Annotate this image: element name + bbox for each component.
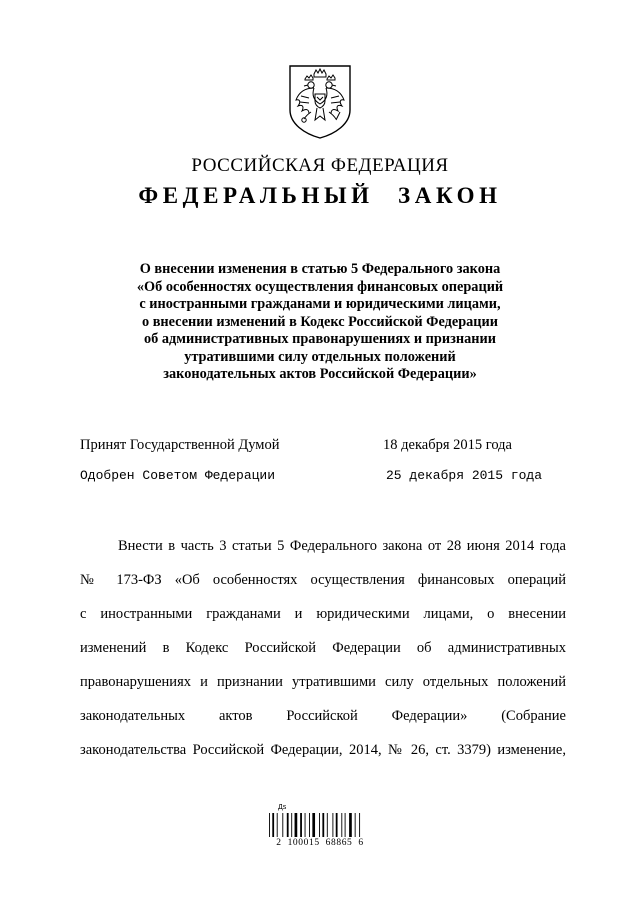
- barcode-bar: [336, 813, 338, 837]
- adopted-by-duma-date: 18 декабря 2015 года: [383, 437, 512, 453]
- barcode-bar: [277, 813, 278, 837]
- barcode-bar: [312, 813, 315, 837]
- barcode-bar: [322, 813, 324, 837]
- title-line: «Об особенностях осуществления финансовых операций: [136, 278, 504, 295]
- barcode-bar: [269, 813, 270, 837]
- barcode-bar: [305, 813, 306, 837]
- barcode-bar: [309, 813, 310, 837]
- coat-of-arms-icon: [287, 64, 353, 140]
- body-line: с иностранными гражданами и юридическими лицами, о внесении: [80, 606, 566, 622]
- barcode-bar: [355, 813, 356, 837]
- barcode-bar: [295, 813, 298, 837]
- body-line: законодательства Российской Федерации, 2014, № 26, ст. 3379) изменение,: [80, 742, 566, 758]
- body-line: законодательных актов Российской Федерации» (Собрание: [80, 708, 566, 724]
- title-line: утратившими силу отдельных положений: [184, 348, 456, 365]
- law-title: [95, 261, 545, 384]
- barcode-bar: [300, 813, 302, 837]
- approved-by-council-label: Одобрен Советом Федерации: [80, 468, 276, 483]
- country-name: РОССИЙСКАЯ ФЕДЕРАЦИЯ: [191, 155, 449, 176]
- barcode-bar: [282, 813, 283, 837]
- adopted-by-duma-label: Принят Государственной Думой: [80, 437, 280, 453]
- body-line: № 173-ФЗ «Об особенностях осуществления финансовых операций: [80, 572, 566, 588]
- document-type: ФЕДЕРАЛЬНЫЙ ЗАКОН: [138, 183, 502, 208]
- title-line: с иностранными гражданами и юридическими лицами,: [139, 296, 501, 312]
- barcode-bar: [291, 813, 292, 837]
- registration-stamp: Дs: [278, 804, 287, 811]
- body-line: правонарушениях и признании утратившими силу отдельных положений: [80, 674, 566, 690]
- barcode-bar: [332, 813, 333, 837]
- approved-by-council-date: 25 декабря 2015 года: [386, 468, 543, 483]
- barcode-bar: [341, 813, 342, 837]
- body-line: Внести в часть 3 статьи 5 Федерального закона от 28 июня 2014 года: [118, 538, 566, 554]
- barcode-icon: [265, 803, 375, 863]
- barcode-bar: [345, 813, 346, 837]
- barcode-bar: [327, 813, 328, 837]
- title-line: О внесении изменения в статью 5 Федерального закона: [139, 261, 501, 277]
- title-line: об административных правонарушениях и признании: [144, 331, 496, 347]
- title-line: законодательных актов Российской Федерации»: [163, 366, 477, 382]
- barcode-bar: [359, 813, 360, 837]
- barcode-bar: [287, 813, 289, 837]
- title-line: о внесении изменений в Кодекс Российской Федерации: [141, 313, 499, 330]
- barcode-bar: [319, 813, 320, 837]
- body-line: изменений в Кодекс Российской Федерации об административных: [80, 640, 566, 656]
- barcode-bar: [272, 813, 274, 837]
- barcode-bar: [349, 813, 352, 837]
- barcode-number: 2 100015 68865 6: [276, 838, 364, 848]
